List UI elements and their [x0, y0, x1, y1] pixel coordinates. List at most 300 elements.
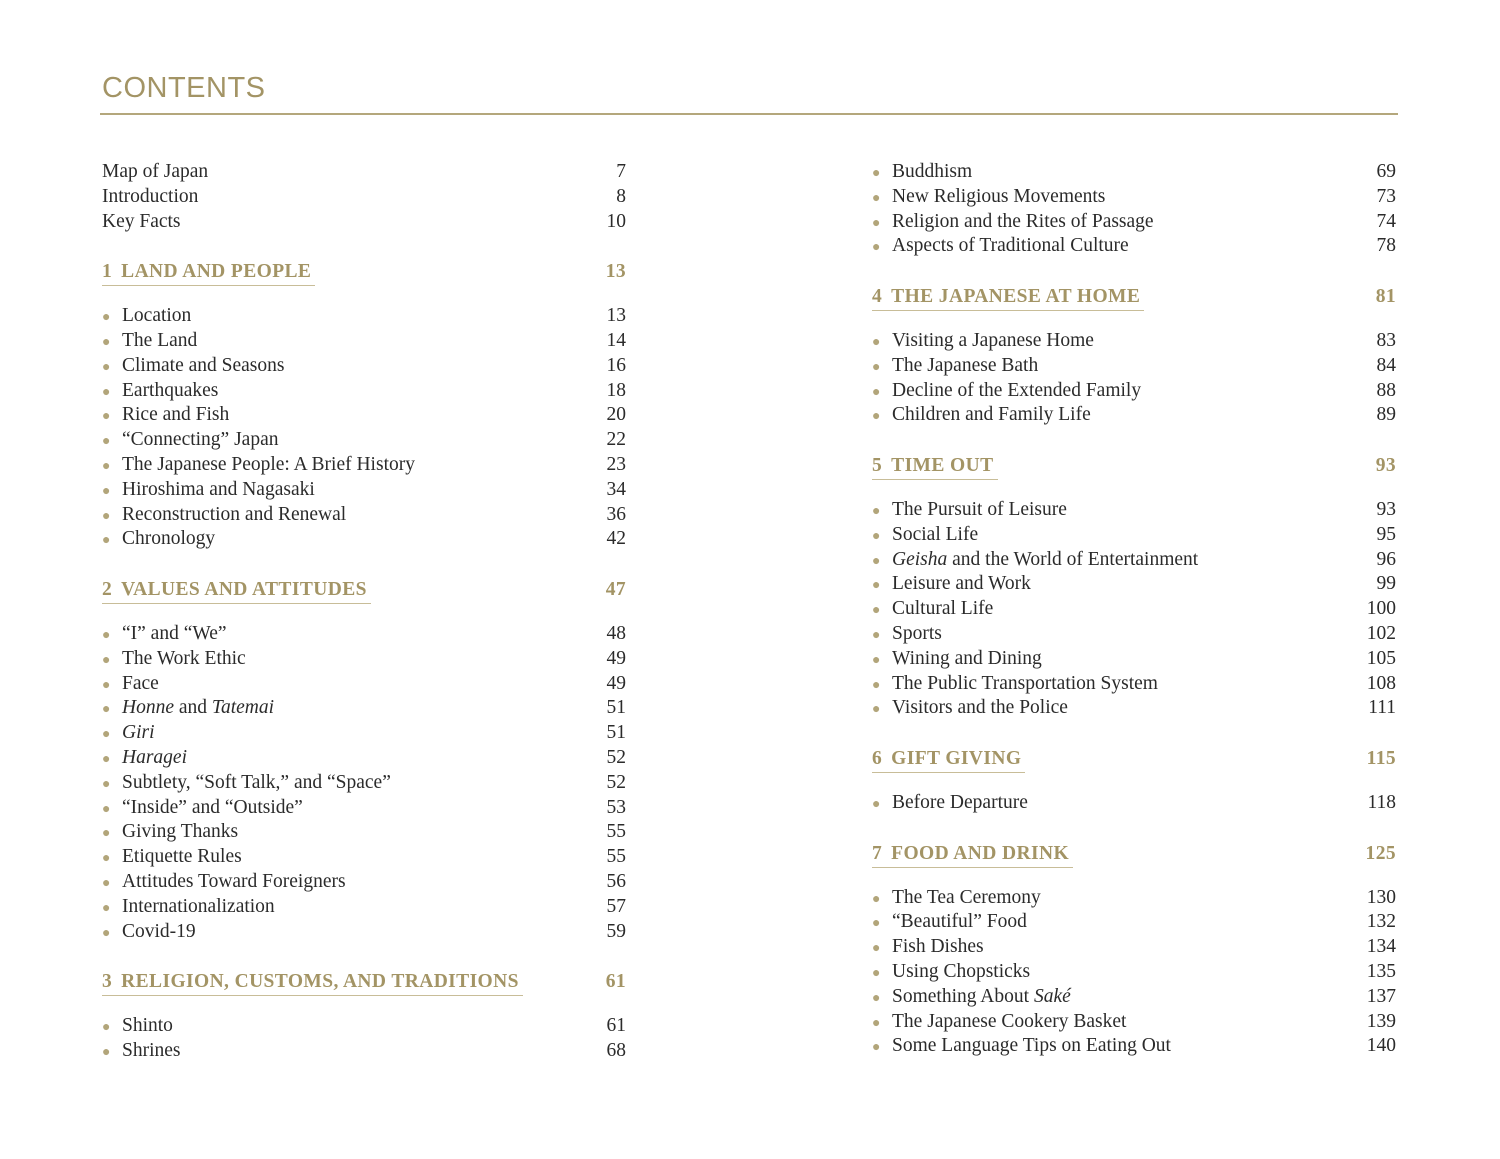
page-number: 89 [1376, 404, 1396, 426]
page-number: 14 [606, 329, 626, 351]
entry-text: Giving Thanks [122, 821, 239, 843]
entry-label [872, 185, 1105, 212]
entry-label [872, 403, 1091, 430]
bullet-icon: ● [102, 776, 111, 792]
chapter-label: THE JAPANESE AT HOME [891, 285, 1141, 307]
bullet-icon: ● [872, 359, 881, 375]
italic-term: Haragei [122, 746, 187, 768]
entry-label [872, 1034, 1171, 1061]
entry-text: Hiroshima and Nagasaki [122, 478, 315, 500]
entry-text [892, 985, 1071, 1010]
page-number: 88 [1376, 379, 1396, 401]
page-number: 7 [616, 161, 626, 182]
entry-text [122, 746, 187, 771]
chapter-number: 2 [102, 578, 113, 600]
front-matter-entry[interactable] [102, 210, 626, 235]
entry-text-part: and [174, 697, 212, 719]
page-number: 16 [606, 354, 626, 376]
entry-text: Sports [892, 622, 942, 644]
bullet-icon: ● [102, 627, 111, 643]
toc-entry[interactable] [102, 920, 626, 945]
entry-label [872, 548, 1198, 575]
bullet-icon: ● [102, 677, 111, 693]
entry-label [102, 210, 181, 235]
toc-entry[interactable] [102, 1014, 626, 1039]
toc-entry[interactable] [102, 403, 626, 428]
toc-entry[interactable] [872, 672, 1396, 697]
page-number: 42 [606, 528, 626, 550]
entry-label [102, 895, 275, 922]
bullet-icon: ● [102, 310, 111, 326]
entry-label [102, 428, 279, 455]
entry-label [102, 527, 215, 554]
entry-text: Leisure and Work [892, 573, 1031, 595]
bullet-icon: ● [102, 702, 111, 718]
toc-entry[interactable] [872, 985, 1396, 1010]
page-number: 125 [1365, 842, 1396, 864]
page-number: 140 [1366, 1035, 1396, 1057]
bullet-icon: ● [872, 384, 881, 400]
chapter-label: RELIGION, CUSTOMS, AND TRADITIONS [121, 971, 519, 993]
entry-label [102, 160, 208, 185]
entry-label [102, 746, 187, 773]
page-number: 47 [605, 578, 626, 600]
entry-label [102, 329, 197, 356]
italic-term: Tatemai [211, 697, 275, 719]
toc-entry[interactable] [872, 696, 1396, 721]
page-number: 52 [606, 771, 626, 793]
bullet-icon: ● [872, 190, 881, 206]
entry-text: Visitors and the Police [892, 697, 1068, 719]
entry-label [102, 1014, 173, 1041]
toc-entry[interactable] [102, 329, 626, 354]
toc-entry[interactable] [102, 354, 626, 379]
bullet-icon: ● [872, 891, 881, 907]
entry-text: Cultural Life [892, 598, 994, 620]
entry-text: Map of Japan [102, 161, 209, 182]
page-number: 132 [1366, 911, 1396, 933]
bullet-icon: ● [102, 925, 111, 941]
toc-entry[interactable] [102, 870, 626, 895]
page-number: 118 [1367, 791, 1396, 813]
toc-entry[interactable] [102, 796, 626, 821]
bullet-icon: ● [102, 801, 111, 817]
chapter-title [872, 453, 998, 480]
bullet-icon: ● [102, 434, 111, 450]
page-number: 99 [1376, 573, 1396, 595]
entry-text: Chronology [122, 528, 216, 550]
toc-entry[interactable] [872, 572, 1396, 597]
chapter-number: 7 [872, 842, 883, 864]
entry-label [872, 597, 993, 624]
entry-text: Face [122, 672, 159, 694]
page-number: 23 [606, 453, 626, 475]
entry-text: Internationalization [122, 895, 275, 917]
entry-label [872, 523, 978, 550]
entry-text: Earthquakes [122, 379, 219, 401]
bullet-icon: ● [102, 359, 111, 375]
entry-label [102, 1039, 181, 1066]
toc-entry[interactable] [102, 845, 626, 870]
page-number: 51 [606, 697, 626, 719]
toc-entry[interactable] [872, 1034, 1396, 1059]
page-number: 115 [1366, 747, 1396, 769]
page-number: 135 [1366, 960, 1396, 982]
entry-label [872, 498, 1067, 525]
toc-entry[interactable] [872, 597, 1396, 622]
entry-text: Rice and Fish [122, 404, 230, 426]
page-title: CONTENTS [102, 72, 266, 104]
chapter-label: FOOD AND DRINK [891, 842, 1070, 864]
chapter-title [102, 969, 523, 996]
page-number: 84 [1376, 354, 1396, 376]
entry-text: “Connecting” Japan [122, 429, 279, 451]
entry-label [102, 304, 191, 331]
entry-text: Children and Family Life [892, 404, 1091, 426]
page-number: 51 [606, 722, 626, 744]
page-number: 105 [1366, 647, 1396, 669]
toc-entry[interactable] [872, 354, 1396, 379]
toc-entry[interactable] [102, 527, 626, 552]
toc-entry[interactable] [872, 379, 1396, 404]
bullet-icon: ● [102, 851, 111, 867]
toc-entry[interactable] [102, 622, 626, 647]
page-number: 56 [606, 870, 626, 892]
toc-entry[interactable] [102, 478, 626, 503]
toc-entry[interactable] [872, 1010, 1396, 1035]
entry-text: Location [122, 305, 192, 327]
bullet-icon: ● [872, 528, 881, 544]
entry-text: Social Life [892, 523, 979, 545]
page-number: 111 [1368, 697, 1396, 719]
page-number: 69 [1376, 161, 1396, 182]
entry-label [872, 791, 1028, 818]
entry-label [872, 960, 1030, 987]
bullet-icon: ● [102, 826, 111, 842]
entry-text: The Work Ethic [122, 647, 246, 669]
toc-entry[interactable] [872, 960, 1396, 985]
entry-text: Shinto [122, 1015, 173, 1037]
entry-text: The Pursuit of Leisure [892, 498, 1067, 520]
toc-entry[interactable] [872, 403, 1396, 428]
page-number: 95 [1376, 523, 1396, 545]
entry-label [872, 354, 1038, 381]
page-number: 93 [1375, 454, 1396, 476]
bullet-icon: ● [102, 384, 111, 400]
front-matter-entry[interactable] [102, 185, 626, 210]
entry-label [102, 453, 415, 480]
toc-entry[interactable] [102, 672, 626, 697]
entry-text: Before Departure [892, 791, 1028, 813]
bullet-icon: ● [872, 965, 881, 981]
page-number: 34 [606, 478, 626, 500]
entry-label [102, 696, 274, 723]
entry-label [872, 622, 942, 649]
bullet-icon: ● [872, 916, 881, 932]
entry-label [102, 354, 284, 381]
bullet-icon: ● [102, 533, 111, 549]
toc-entry[interactable] [872, 548, 1396, 573]
entry-text: The Land [122, 329, 198, 351]
entry-text [122, 696, 274, 721]
entry-text: Key Facts [102, 210, 181, 232]
toc-entry[interactable] [872, 210, 1396, 235]
bullet-icon: ● [102, 1044, 111, 1060]
entry-label [102, 503, 346, 530]
chapter-number: 3 [102, 971, 113, 993]
entry-label [872, 886, 1041, 913]
toc-entry[interactable] [102, 746, 626, 771]
bullet-icon: ● [872, 553, 881, 569]
chapter-title [102, 577, 371, 604]
page-number: 108 [1366, 672, 1396, 694]
page-number: 22 [606, 429, 626, 451]
entry-label [872, 985, 1071, 1012]
chapter-label: TIME OUT [891, 454, 994, 476]
entry-text: Attitudes Toward Foreigners [122, 870, 346, 892]
toc-entry[interactable] [102, 379, 626, 404]
chapter-number: 5 [872, 454, 883, 476]
italic-term: Honne [122, 697, 174, 719]
chapter-heading[interactable] [102, 969, 626, 994]
chapter-title [872, 284, 1144, 311]
toc-entry[interactable] [102, 721, 626, 746]
entry-label [872, 910, 1027, 937]
page-number: 59 [606, 920, 626, 942]
entry-text: The Public Transportation System [892, 672, 1158, 694]
page-number: 10 [606, 210, 626, 232]
toc-entry[interactable] [872, 329, 1396, 354]
entry-text: Wining and Dining [892, 647, 1042, 669]
page-number: 83 [1376, 329, 1396, 351]
entry-label [102, 478, 315, 505]
entry-label [102, 379, 218, 406]
entry-text: Introduction [102, 185, 199, 207]
bullet-icon: ● [102, 727, 111, 743]
entry-label [102, 820, 238, 847]
page-number: 68 [606, 1039, 626, 1061]
toc-entry[interactable] [872, 647, 1396, 672]
entry-label [872, 647, 1042, 674]
bullet-icon: ● [102, 409, 111, 425]
toc-entry[interactable] [102, 771, 626, 796]
page-number: 20 [606, 404, 626, 426]
bullet-icon: ● [872, 578, 881, 594]
entry-text: New Religious Movements [892, 185, 1106, 207]
entry-label [872, 379, 1141, 406]
bullet-icon: ● [872, 796, 881, 812]
page-number: 55 [606, 846, 626, 868]
chapter-heading[interactable] [872, 841, 1396, 866]
entry-text: “Inside” and “Outside” [122, 796, 303, 818]
toc-right-column [872, 160, 1396, 1059]
entry-text: Decline of the Extended Family [892, 379, 1142, 401]
bullet-icon: ● [102, 875, 111, 891]
toc-entry[interactable] [872, 791, 1396, 816]
toc-entry[interactable] [872, 910, 1396, 935]
bullet-icon: ● [872, 240, 881, 256]
entry-text: Aspects of Traditional Culture [892, 235, 1129, 257]
bullet-icon: ● [872, 603, 881, 619]
toc-entry[interactable] [102, 820, 626, 845]
entry-text: Covid-19 [122, 920, 196, 942]
entry-label [102, 771, 391, 798]
entry-label [102, 185, 198, 210]
entry-text: Fish Dishes [892, 936, 984, 958]
page-number: 134 [1366, 936, 1396, 958]
entry-label [872, 329, 1094, 356]
toc-entry[interactable] [102, 503, 626, 528]
toc-entry[interactable] [872, 523, 1396, 548]
bullet-icon: ● [872, 627, 881, 643]
entry-text [122, 721, 155, 746]
entry-text-part: and the World of Entertainment [947, 548, 1199, 570]
page-number: 61 [606, 1015, 626, 1037]
page-number: 137 [1366, 985, 1396, 1007]
bullet-icon: ● [102, 508, 111, 524]
page-number: 74 [1376, 210, 1396, 232]
entry-label [872, 572, 1031, 599]
bullet-icon: ● [872, 166, 881, 181]
italic-term: Geisha [892, 548, 948, 570]
toc-entry[interactable] [102, 428, 626, 453]
toc-entry[interactable] [102, 696, 626, 721]
page-number: 139 [1366, 1010, 1396, 1032]
bullet-icon: ● [102, 652, 111, 668]
entry-label [872, 234, 1129, 261]
bullet-icon: ● [872, 503, 881, 519]
front-matter-entry[interactable] [102, 160, 626, 185]
entry-label [872, 160, 972, 187]
toc-entry[interactable] [872, 185, 1396, 210]
page-number: 78 [1376, 235, 1396, 257]
entry-label [102, 721, 155, 748]
chapter-heading[interactable] [102, 259, 626, 284]
entry-text: Using Chopsticks [892, 960, 1031, 982]
bullet-icon: ● [872, 334, 881, 350]
toc-entry[interactable] [872, 622, 1396, 647]
entry-label [872, 696, 1068, 723]
page-number: 36 [606, 503, 626, 525]
entry-text: Buddhism [892, 161, 973, 182]
chapter-heading[interactable] [102, 577, 626, 602]
entry-text: The Japanese Cookery Basket [892, 1010, 1127, 1032]
bullet-icon: ● [872, 1040, 881, 1056]
bullet-icon: ● [102, 900, 111, 916]
entry-label [102, 647, 246, 674]
page-number: 100 [1366, 598, 1396, 620]
entry-text: Reconstruction and Renewal [122, 503, 347, 525]
toc-entry[interactable] [102, 895, 626, 920]
entry-text: Religion and the Rites of Passage [892, 210, 1154, 232]
entry-text: The Japanese People: A Brief History [122, 453, 415, 475]
toc-entry[interactable] [102, 304, 626, 329]
toc-entry[interactable] [102, 453, 626, 478]
page-number: 81 [1375, 285, 1396, 307]
entry-label [102, 622, 227, 649]
chapter-heading[interactable] [872, 746, 1396, 771]
page-number: 55 [606, 821, 626, 843]
page-number: 13 [605, 261, 626, 283]
entry-label [102, 870, 346, 897]
entry-label [102, 845, 242, 872]
bullet-icon: ● [102, 458, 111, 474]
bullet-icon: ● [872, 941, 881, 957]
toc-entry[interactable] [872, 886, 1396, 911]
toc-entry[interactable] [102, 1039, 626, 1064]
entry-label [102, 672, 159, 699]
entry-label [872, 210, 1154, 237]
page-number: 49 [606, 647, 626, 669]
bullet-icon: ● [872, 702, 881, 718]
page-number: 73 [1376, 185, 1396, 207]
page-number: 13 [606, 305, 626, 327]
bullet-icon: ● [872, 215, 881, 231]
toc-left-column [102, 160, 626, 1064]
entry-label [872, 1010, 1126, 1037]
page-number: 18 [606, 379, 626, 401]
chapter-number: 4 [872, 285, 883, 307]
entry-text: The Tea Ceremony [892, 886, 1041, 908]
chapter-number: 6 [872, 747, 883, 769]
italic-term: Giri [122, 722, 155, 744]
entry-label [872, 672, 1158, 699]
entry-label [102, 920, 196, 947]
page-number: 93 [1376, 498, 1396, 520]
bullet-icon: ● [872, 990, 881, 1006]
bullet-icon: ● [872, 652, 881, 668]
bullet-icon: ● [102, 1020, 111, 1036]
page-number: 102 [1366, 622, 1396, 644]
entry-text: Visiting a Japanese Home [892, 329, 1094, 351]
chapter-title [102, 259, 315, 286]
entry-label [102, 796, 303, 823]
chapter-heading[interactable] [872, 453, 1396, 478]
chapter-heading[interactable] [872, 284, 1396, 309]
entry-text: Subtlety, “Soft Talk,” and “Space” [122, 771, 391, 793]
bullet-icon: ● [872, 409, 881, 425]
title-divider [100, 113, 1398, 115]
bullet-icon: ● [102, 751, 111, 767]
entry-text: Climate and Seasons [122, 354, 285, 376]
toc-entry[interactable] [102, 647, 626, 672]
page-number: 96 [1376, 548, 1396, 570]
entry-text: “Beautiful” Food [892, 911, 1027, 933]
chapter-label: LAND AND PEOPLE [121, 261, 312, 283]
chapter-number: 1 [102, 261, 113, 283]
toc-entry[interactable] [872, 935, 1396, 960]
page-number: 53 [606, 796, 626, 818]
entry-text: Some Language Tips on Eating Out [892, 1035, 1171, 1057]
page-number: 52 [606, 746, 626, 768]
bullet-icon: ● [102, 483, 111, 499]
chapter-title [872, 841, 1073, 868]
toc-entry[interactable] [872, 498, 1396, 523]
bullet-icon: ● [102, 334, 111, 350]
toc-entry[interactable] [872, 234, 1396, 259]
page-number: 57 [606, 895, 626, 917]
entry-text [892, 548, 1198, 573]
toc-entry[interactable] [872, 160, 1396, 185]
entry-text: The Japanese Bath [892, 354, 1039, 376]
bullet-icon: ● [872, 677, 881, 693]
chapter-label: GIFT GIVING [891, 747, 1022, 769]
page-number: 130 [1366, 886, 1396, 908]
entry-text: “I” and “We” [122, 622, 227, 644]
entry-text: Etiquette Rules [122, 846, 242, 868]
page-number: 48 [606, 622, 626, 644]
bullet-icon: ● [872, 1015, 881, 1031]
